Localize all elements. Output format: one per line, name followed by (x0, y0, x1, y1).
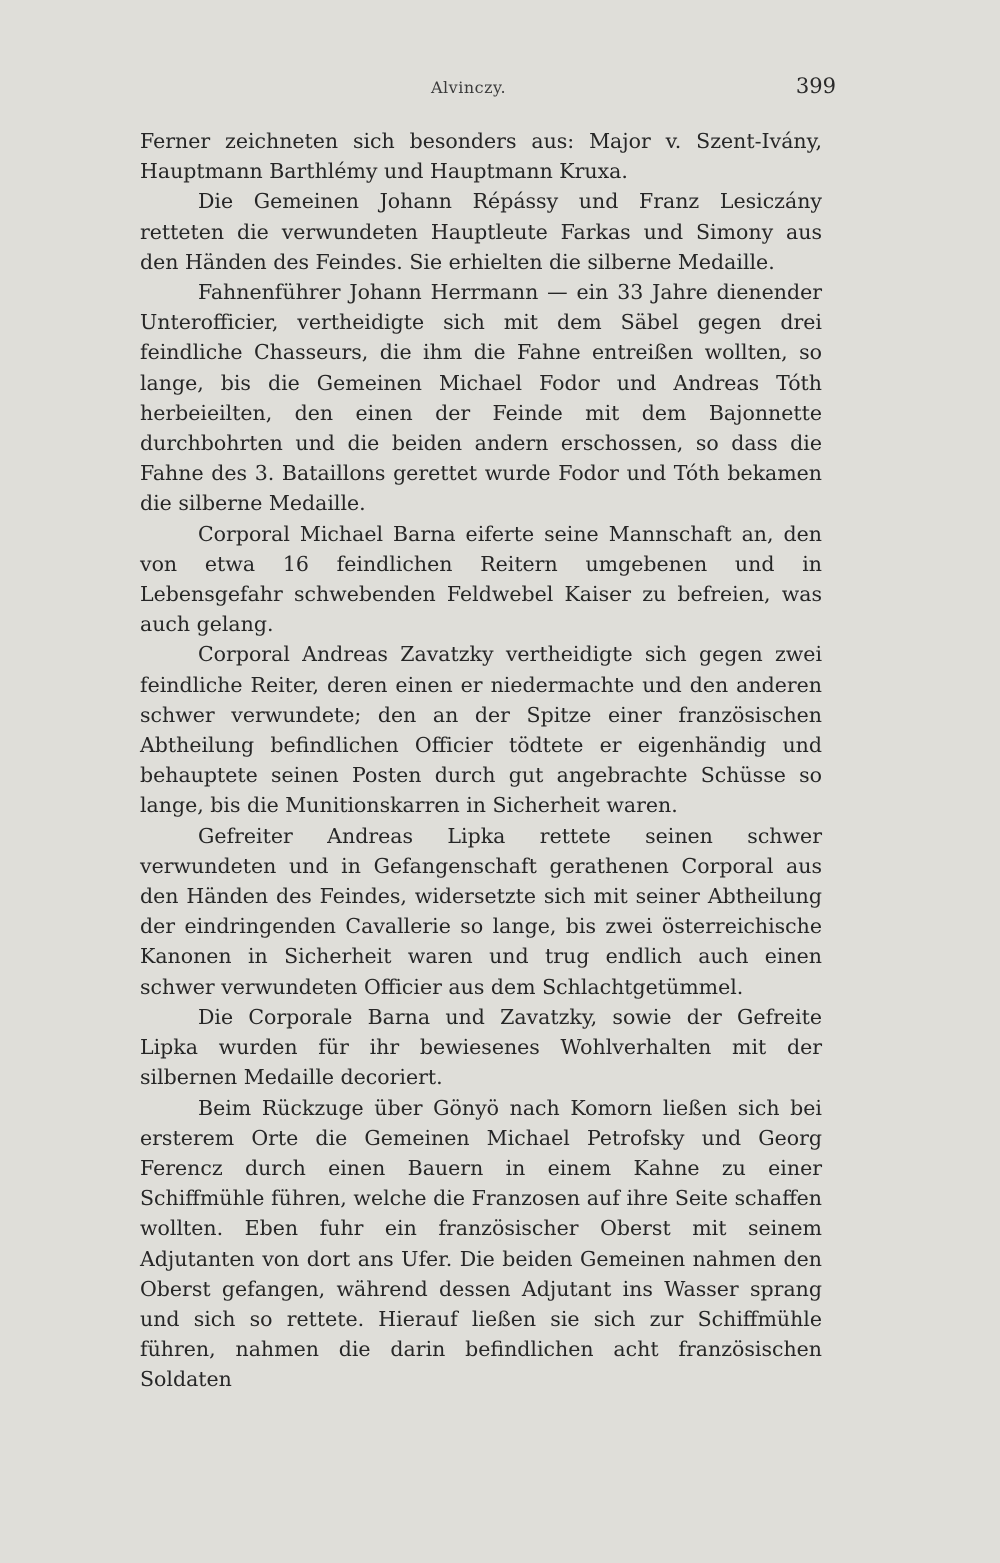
paragraph-6: Gefreiter Andreas Lipka rettete seinen schwer verwundeten und in Gefangenschaft gerathenen Corporal aus den Händen des Feindes, widersetzte sich mit seiner Abtheilung der eindringenden Cavallerie so lange, bis zwei österreichische Kanonen in Sicherheit waren und trug endlich auch einen schwer verwundeten Officier aus dem Schlachtgetümmel. (140, 823, 822, 999)
body-text (140, 126, 822, 1395)
running-title: Alvinczy. (431, 78, 507, 97)
paragraph-2: Die Gemeinen Johann Répássy und Franz Lesiczány retteten die verwundeten Hauptleute Farkas und Simony aus den Händen des Feindes. Sie erhielten die silberne Medaille. (140, 189, 822, 274)
paragraph-5: Corporal Andreas Zavatzky vertheidigte sich gegen zwei feindliche Reiter, deren einen er niedermachte und den anderen schwer verwundete; den an der Spitze einer französischen Abtheilung befindlichen Officier tödtete er eigenhändig und behauptete seinen Posten durch gut angebrachte Schüsse so lange, bis die Munitionskarren in Sicherheit waren. (140, 642, 822, 818)
page-number: 399 (795, 74, 836, 98)
page-header (136, 72, 836, 104)
paragraph-3: Fahnenführer Johann Herrmann — ein 33 Jahre dienender Unterofficier, vertheidigte sich mit dem Säbel gegen drei feindliche Chasseurs, die ihm die Fahne entreißen wollten, so lange, bis die Gemeinen Michael Fodor und Andreas Tóth herbeieilten, den einen der Feinde mit dem Bajonnette durchbohrten und die beiden andern erschossen, so dass die Fahne des 3. Bataillons gerettet wurde Fodor und Tóth bekamen die silberne Medaille. (140, 280, 822, 516)
paragraph-7: Die Corporale Barna und Zavatzky, sowie der Gefreite Lipka wurden für ihr bewiesenes Wohlverhalten mit der silbernen Medaille decoriert. (140, 1004, 822, 1090)
paragraph-4: Corporal Michael Barna eiferte seine Mannschaft an, den von etwa 16 feindlichen Reitern umgebenen und in Lebensgefahr schwebenden Feldwebel Kaiser zu befreien, was auch gelang. (140, 521, 822, 637)
paragraph-1: Ferner zeichneten sich besonders aus: Major v. Szent-Ivány, Hauptmann Barthlémy und Hauptmann Kruxa. (140, 129, 822, 184)
paragraph-8: Beim Rückzuge über Gönyö nach Komorn ließen sich bei ersterem Orte die Gemeinen Michael Petrofsky und Georg Ferencz durch einen Bauern in einem Kahne zu einer Schiffmühle führen, welche die Franzosen auf ihre Seite schaffen wollten. Eben fuhr ein französischer Oberst mit seinem Adjutanten von dort ans Ufer. Die beiden Gemeinen nahmen den Oberst gefangen, während dessen Adjutant ins Wasser sprang und sich so rettete. Hierauf ließen sie sich zur Schiffmühle führen, nahmen die darin befindlichen acht französischen Soldaten (140, 1095, 822, 1392)
